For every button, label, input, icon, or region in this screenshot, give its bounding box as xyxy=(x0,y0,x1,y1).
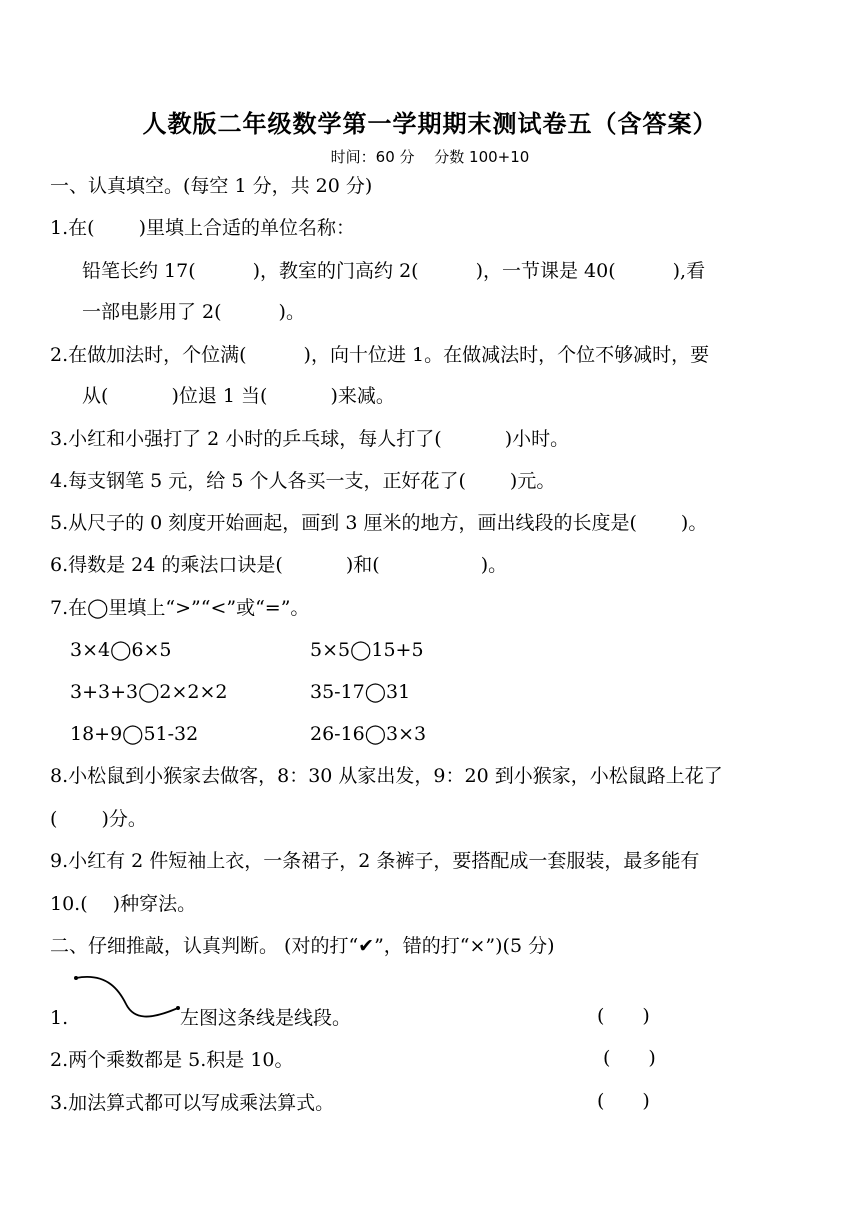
compare-item: 3×4◯6×5 xyxy=(70,639,172,661)
question-1-line-3: 一部电影用了 2( )。 xyxy=(82,301,305,323)
section-1-heading: 一、认真填空。(每空 1 分，共 20 分) xyxy=(50,175,373,197)
judge-2-answer: ( ) xyxy=(603,1047,656,1069)
compare-item: 18+9◯51-32 xyxy=(70,723,199,745)
question-8: 8.小松鼠到小猴家去做客，8：30 从家出发，9：20 到小猴家，小松鼠路上花了 xyxy=(50,765,723,787)
judge-3-answer: ( ) xyxy=(597,1090,650,1112)
compare-item: 3+3+3◯2×2×2 xyxy=(70,681,228,703)
page-title: 人教版二年级数学第一学期期末测试卷五（含答案） xyxy=(142,110,718,138)
question-2-line-2: 从( )位退 1 当( )来减。 xyxy=(82,385,395,407)
question-4: 4.每支钢笔 5 元，给 5 个人各买一支，正好花了( )元。 xyxy=(50,470,556,492)
question-10: 10.( )种穿法。 xyxy=(50,893,197,915)
exam-info: 时间：60 分 分数 100+10 xyxy=(330,148,530,166)
compare-item: 35-17◯31 xyxy=(310,681,411,703)
question-7: 7.在◯里填上“>”“<”或“=”。 xyxy=(50,597,310,619)
judge-2-text: 2.两个乘数都是 5.积是 10。 xyxy=(50,1049,294,1071)
question-2: 2.在做加法时，个位满( )，向十位进 1。在做减法时，个位不够减时，要 xyxy=(50,344,710,366)
question-5: 5.从尺子的 0 刻度开始画起，画到 3 厘米的地方，画出线段的长度是( )。 xyxy=(50,512,708,534)
question-8-line-2: ( )分。 xyxy=(50,808,147,830)
curved-line-figure xyxy=(68,970,186,1026)
compare-item: 5×5◯15+5 xyxy=(310,639,424,661)
question-1: 1.在( )里填上合适的单位名称： xyxy=(50,217,355,239)
question-9: 9.小红有 2 件短袖上衣，一条裙子，2 条裤子，要搭配成一套服装，最多能有 xyxy=(50,850,700,872)
judge-1-answer: ( ) xyxy=(597,1005,650,1027)
question-3: 3.小红和小强打了 2 小时的乒乓球，每人打了( )小时。 xyxy=(50,428,570,450)
judge-1-text: 左图这条线是线段。 xyxy=(180,1007,352,1029)
judge-1-number: 1. xyxy=(50,1007,69,1029)
question-6: 6.得数是 24 的乘法口诀是( )和( )。 xyxy=(50,554,508,576)
judge-3-text: 3.加法算式都可以写成乘法算式。 xyxy=(50,1092,335,1114)
section-2-heading: 二、仔细推敲，认真判断。 (对的打“✔”，错的打“×”)(5 分) xyxy=(50,935,555,957)
compare-item: 26-16◯3×3 xyxy=(310,723,427,745)
question-1-line-2: 铅笔长约 17( )，教室的门高约 2( )，一节课是 40( ),看 xyxy=(82,260,706,282)
